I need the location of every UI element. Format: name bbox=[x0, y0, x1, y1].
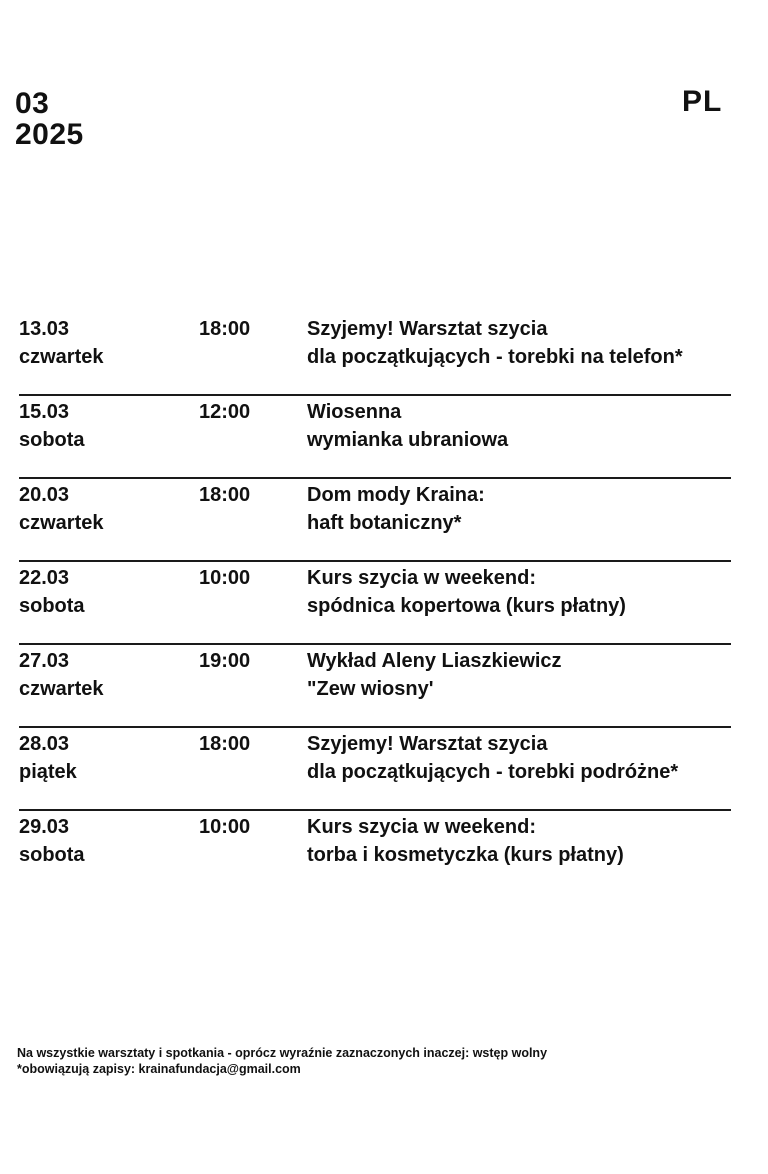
event-time: 18:00 bbox=[199, 484, 251, 506]
footer-entry-note: Na wszystkie warsztaty i spotkania - oprócz wyraźnie zaznaczonych inaczej: wstęp wolny bbox=[17, 1046, 548, 1060]
event-date-cell bbox=[19, 647, 104, 703]
event-date: 15.03 bbox=[19, 401, 70, 423]
event-title-line1: Wiosenna bbox=[307, 401, 402, 423]
event-weekday: czwartek bbox=[19, 512, 104, 534]
event-weekday: czwartek bbox=[19, 678, 104, 700]
event-date: 13.03 bbox=[19, 318, 70, 340]
event-date: 28.03 bbox=[19, 733, 70, 755]
event-title-line1: Kurs szycia w weekend: bbox=[307, 816, 536, 838]
event-row bbox=[19, 562, 731, 645]
event-title-line2: "Zew wiosny' bbox=[307, 678, 434, 700]
event-row bbox=[19, 396, 731, 479]
event-time: 10:00 bbox=[199, 816, 251, 838]
event-date-cell bbox=[19, 315, 104, 371]
month: 03 bbox=[15, 87, 50, 120]
event-title bbox=[307, 398, 508, 454]
event-date-cell bbox=[19, 730, 77, 786]
event-title-line1: Szyjemy! Warsztat szycia bbox=[307, 733, 548, 755]
footer-registration-note: *obowiązują zapisy: krainafundacja@gmail.com bbox=[17, 1062, 301, 1076]
event-schedule bbox=[19, 313, 731, 894]
event-title-line1: Dom mody Kraina: bbox=[307, 484, 485, 506]
event-title-line2: haft botaniczny* bbox=[307, 512, 462, 534]
event-date-cell bbox=[19, 398, 85, 454]
event-title bbox=[307, 481, 485, 537]
event-title bbox=[307, 315, 683, 371]
event-title-line2: wymianka ubraniowa bbox=[307, 429, 509, 451]
event-title-line1: Kurs szycia w weekend: bbox=[307, 567, 536, 589]
event-title-line2: torba i kosmetyczka (kurs płatny) bbox=[307, 844, 624, 866]
event-time: 12:00 bbox=[199, 401, 251, 423]
event-date: 22.03 bbox=[19, 567, 70, 589]
event-title bbox=[307, 813, 624, 869]
month-year bbox=[15, 88, 84, 150]
event-title bbox=[307, 647, 562, 703]
event-date-cell bbox=[19, 481, 104, 537]
event-date-cell bbox=[19, 813, 85, 869]
event-weekday: piątek bbox=[19, 761, 77, 783]
event-weekday: czwartek bbox=[19, 346, 104, 368]
year: 2025 bbox=[15, 118, 84, 151]
event-weekday: sobota bbox=[19, 844, 85, 866]
event-title-line2: dla początkujących - torebki na telefon* bbox=[307, 346, 683, 368]
event-date: 27.03 bbox=[19, 650, 70, 672]
event-title bbox=[307, 564, 626, 620]
language-label: PL bbox=[682, 85, 723, 118]
event-row bbox=[19, 645, 731, 728]
event-title-line2: dla początkujących - torebki podróżne* bbox=[307, 761, 679, 783]
event-time: 18:00 bbox=[199, 733, 251, 755]
event-title bbox=[307, 730, 678, 786]
event-row bbox=[19, 728, 731, 811]
footer-note bbox=[17, 1045, 547, 1077]
event-date: 20.03 bbox=[19, 484, 70, 506]
event-row bbox=[19, 479, 731, 562]
event-time: 10:00 bbox=[199, 567, 251, 589]
event-time: 19:00 bbox=[199, 650, 251, 672]
event-date: 29.03 bbox=[19, 816, 70, 838]
event-weekday: sobota bbox=[19, 595, 85, 617]
event-row bbox=[19, 313, 731, 396]
event-row bbox=[19, 811, 731, 894]
event-date-cell bbox=[19, 564, 85, 620]
event-time: 18:00 bbox=[199, 318, 251, 340]
event-weekday: sobota bbox=[19, 429, 85, 451]
event-title-line1: Wykład Aleny Liaszkiewicz bbox=[307, 650, 562, 672]
event-title-line2: spódnica kopertowa (kurs płatny) bbox=[307, 595, 626, 617]
event-title-line1: Szyjemy! Warsztat szycia bbox=[307, 318, 548, 340]
